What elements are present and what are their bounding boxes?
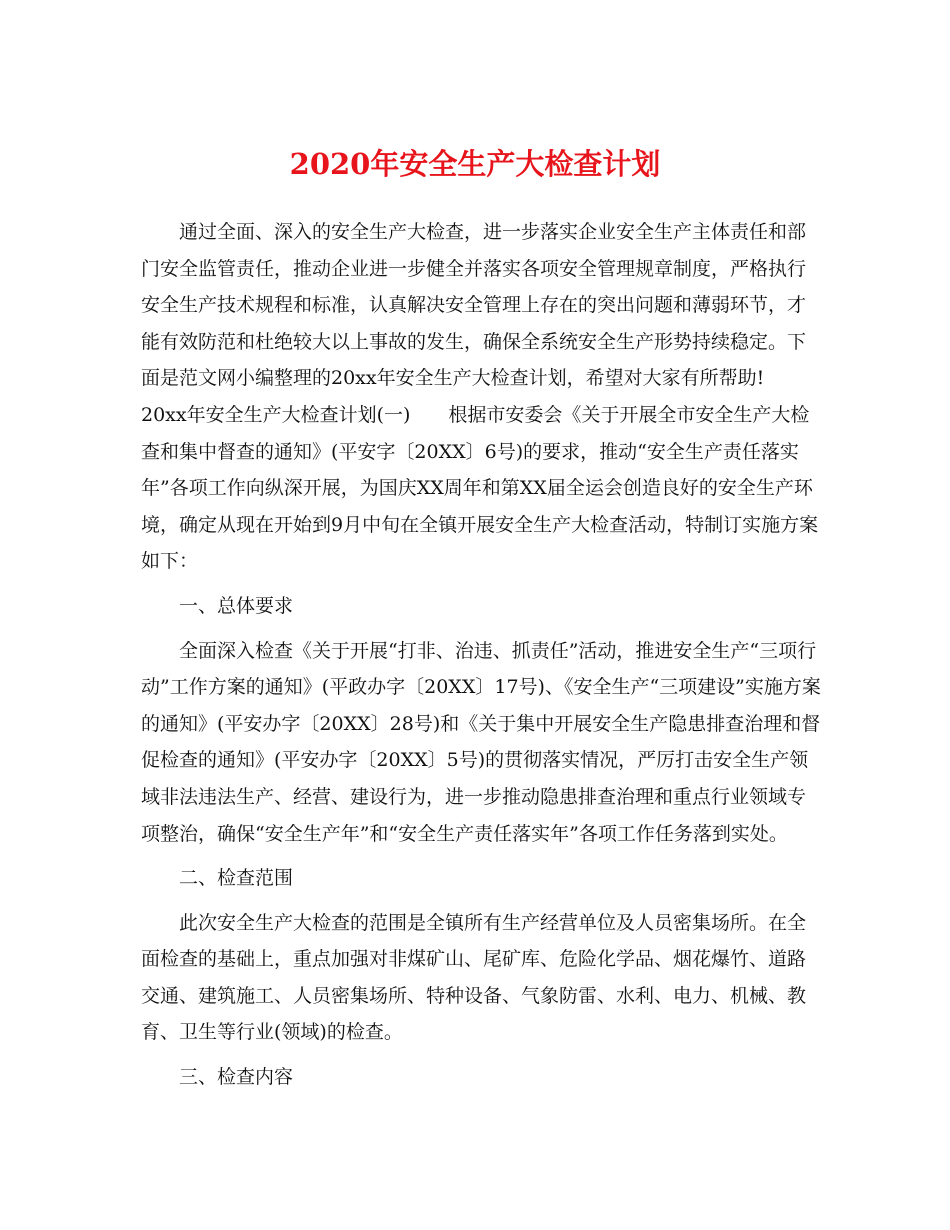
document-body: [141, 214, 823, 1096]
document-title: 2020年安全生产大检查计划: [289, 147, 661, 181]
section-heading-inspection-content: 三、检查内容: [179, 1066, 294, 1089]
plan-one-paragraph: 20xx年安全生产大检查计划(一) 根据市安委会《关于开展全市安全生产大检查和集中督查的通知》(平安字〔20XX〕6号)的要求，推动“安全生产责任落实年”各项工作向纵深开展，为国庆XX周年和第XX届全运会创造良好的安全生产环境，确定从现在开始到9月中旬在全镇开展安全生产大检查活动，特制订实施方案如下：: [141, 403, 819, 573]
section-body-general-requirements: 全面深入检查《关于开展“打非、治违、抓责任”活动，推进安全生产“三项行动”工作方案的通知》(平政办字〔20XX〕17号)、《安全生产“三项建设”实施方案的通知》(平安办字〔20XX〕28号)和《关于集中开展安全生产隐患排查治理和督促检查的通知》(平安办字〔20XX〕5号)的贯彻落实情况，严厉打击安全生产领域非法违法生产、经营、建设行为，进一步推动隐患排查治理和重点行业领域专项整治，确保“安全生产年”和“安全生产责任落实年”各项工作任务落到实处。: [141, 639, 821, 845]
intro-paragraph: 通过全面、深入的安全生产大检查，进一步落实企业安全生产主体责任和部门安全监管责任，推动企业进一步健全并落实各项安全管理规章制度，严格执行安全生产技术规程和标准，认真解决安全管理上存在的突出问题和薄弱环节，才能有效防范和杜绝较大以上事故的发生，确保全系统安全生产形势持续稳定。下面是范文网小编整理的20xx年安全生产大检查计划，希望对大家有所帮助!: [141, 221, 807, 390]
section-heading-inspection-scope: 二、检查范围: [179, 867, 294, 890]
section-heading-general-requirements: 一、总体要求: [179, 594, 294, 617]
section-body-inspection-scope: 此次安全生产大检查的范围是全镇所有生产经营单位及人员密集场所。在全面检查的基础上，重点加强对非煤矿山、尾矿库、危险化学品、烟花爆竹、道路交通、建筑施工、人员密集场所、特种设备、气象防雷、水利、电力、机械、教育、卫生等行业(领域)的检查。: [141, 911, 807, 1044]
